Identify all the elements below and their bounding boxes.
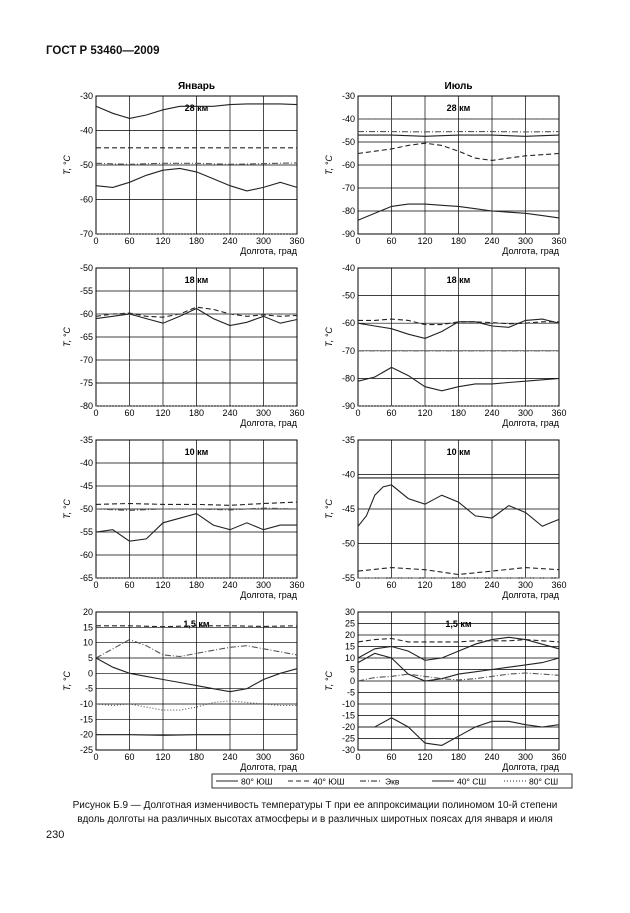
x-tick-label: 60: [124, 408, 135, 418]
x-axis-label: Долгота, град: [240, 418, 297, 428]
y-tick-label: -25: [341, 733, 355, 744]
y-tick-label: -5: [84, 683, 93, 694]
chart-panel-3: [62, 263, 305, 428]
chart-title: Январь: [177, 81, 216, 92]
y-tick-label: -45: [341, 504, 355, 514]
x-tick-label: 180: [450, 580, 467, 590]
y-tick-label: -25: [79, 745, 93, 755]
x-tick-label: 120: [417, 580, 433, 590]
y-tick-label: -35: [341, 435, 355, 445]
legend-item: 80° СШ: [529, 776, 559, 787]
document-standard-header: ГОСТ Р 53460—2009: [46, 45, 160, 57]
y-tick-label: -50: [341, 290, 355, 301]
y-tick-label: 20: [82, 607, 93, 617]
x-tick-label: 360: [551, 580, 567, 590]
y-tick-label: -20: [79, 729, 93, 740]
y-tick-label: -40: [341, 263, 355, 273]
x-tick-label: 300: [255, 408, 272, 418]
x-tick-label: 0: [355, 236, 361, 246]
x-tick-label: 300: [517, 408, 534, 418]
y-tick-label: 0: [87, 668, 93, 679]
x-tick-label: 60: [386, 580, 397, 590]
x-axis-label: Долгота, град: [502, 418, 559, 428]
x-tick-label: 240: [484, 408, 500, 418]
y-axis-label: T, °C: [324, 155, 334, 175]
x-tick-label: 360: [289, 236, 305, 246]
y-tick-label: 10: [82, 637, 93, 648]
y-tick-label: 15: [82, 622, 93, 633]
x-tick-label: 300: [255, 752, 272, 762]
x-tick-label: 360: [551, 236, 567, 246]
x-tick-label: 180: [188, 408, 205, 418]
x-tick-label: 180: [450, 752, 467, 762]
x-tick-label: 240: [222, 408, 238, 418]
y-tick-label: -50: [341, 538, 355, 549]
altitude-label: 10 км: [446, 447, 471, 457]
y-tick-label: -90: [341, 401, 355, 411]
chart-panel-2: [324, 81, 567, 256]
chart-panel-4: [324, 263, 567, 428]
x-axis-label: Долгота, град: [502, 590, 559, 600]
x-tick-label: 360: [289, 408, 305, 418]
x-tick-label: 120: [155, 752, 171, 762]
x-tick-label: 180: [450, 236, 467, 246]
y-tick-label: -80: [341, 373, 355, 384]
legend-item: 40° СШ: [457, 776, 487, 787]
y-tick-label: -10: [79, 699, 93, 709]
y-tick-label: -80: [341, 206, 355, 216]
x-tick-label: 360: [289, 580, 305, 590]
x-tick-label: 300: [517, 752, 534, 762]
x-tick-label: 360: [551, 408, 567, 418]
x-tick-label: 360: [289, 752, 305, 762]
x-tick-label: 180: [188, 752, 205, 762]
x-tick-label: 0: [93, 408, 99, 418]
x-tick-label: 60: [386, 408, 397, 418]
y-tick-label: -60: [79, 309, 93, 319]
y-tick-label: 15: [344, 641, 355, 652]
y-axis-label: T, °C: [62, 499, 72, 519]
y-tick-label: 30: [344, 607, 355, 617]
x-tick-label: 60: [124, 580, 135, 590]
y-tick-label: -60: [79, 550, 93, 560]
x-tick-label: 240: [484, 752, 500, 762]
y-tick-label: -60: [79, 194, 93, 205]
caption-line-2: вдоль долготы на различных высотах атмосферы и в различных широтных поясах для января и июля: [77, 814, 553, 825]
x-tick-label: 120: [417, 408, 433, 418]
y-axis-label: T, °C: [62, 155, 72, 175]
chart-panel-8: [324, 607, 567, 772]
x-tick-label: 60: [124, 236, 135, 246]
x-tick-label: 0: [355, 580, 361, 590]
y-tick-label: -65: [79, 573, 93, 583]
x-tick-label: 60: [386, 752, 397, 762]
y-tick-label: -30: [79, 91, 93, 101]
chart-panel-1: [62, 81, 305, 256]
y-axis-label: T, °C: [62, 671, 72, 691]
chart-panel-7: [62, 607, 305, 772]
y-tick-label: -55: [79, 527, 93, 537]
x-tick-label: 300: [517, 580, 534, 590]
y-tick-label: -75: [79, 378, 93, 388]
y-tick-label: 20: [344, 630, 355, 640]
series-line: [96, 735, 230, 736]
y-tick-label: -90: [341, 229, 355, 239]
y-tick-label: -70: [79, 229, 93, 239]
x-tick-label: 240: [484, 236, 500, 246]
chart-panel-5: [62, 435, 305, 600]
y-axis-label: T, °C: [324, 671, 334, 691]
y-tick-label: -60: [341, 160, 355, 170]
y-axis-label: T, °C: [324, 327, 334, 347]
caption-line-1: Рисунок Б.9 — Долготная изменчивость температуры T при ее аппроксимации полиномом 10-й степени: [72, 800, 558, 811]
y-tick-label: -40: [79, 125, 93, 136]
y-tick-label: -45: [79, 481, 93, 491]
y-tick-label: -70: [341, 345, 355, 356]
y-tick-label: -20: [341, 722, 355, 732]
x-tick-label: 240: [484, 580, 500, 590]
altitude-label: 18 км: [446, 275, 471, 285]
x-tick-label: 0: [93, 752, 99, 762]
y-tick-label: -5: [346, 687, 355, 698]
x-tick-label: 120: [155, 580, 171, 590]
y-tick-label: 0: [349, 676, 355, 686]
x-tick-label: 180: [450, 408, 467, 418]
altitude-label: 1,5 км: [445, 619, 472, 629]
x-tick-label: 300: [255, 580, 272, 590]
legend: [212, 774, 572, 788]
x-tick-label: 60: [124, 752, 135, 762]
y-tick-label: -55: [341, 573, 355, 583]
x-axis-label: Долгота, град: [240, 246, 297, 256]
altitude-label: 18 км: [184, 275, 209, 285]
x-tick-label: 120: [417, 752, 433, 762]
x-tick-label: 60: [386, 236, 397, 246]
x-tick-label: 360: [551, 752, 567, 762]
legend-item: 80° ЮШ: [241, 776, 273, 787]
y-tick-label: -50: [79, 160, 93, 170]
y-tick-label: 5: [349, 664, 355, 675]
altitude-label: 28 км: [446, 103, 471, 113]
y-tick-label: -50: [79, 263, 93, 273]
altitude-label: 10 км: [184, 447, 209, 457]
y-axis-label: T, °C: [324, 499, 334, 519]
y-tick-label: -35: [79, 435, 93, 445]
x-tick-label: 180: [188, 580, 205, 590]
altitude-label: 1,5 км: [183, 619, 210, 629]
x-tick-label: 300: [517, 236, 534, 246]
x-tick-label: 240: [222, 752, 238, 762]
y-tick-label: -40: [341, 469, 355, 480]
x-tick-label: 0: [93, 236, 99, 246]
legend-item: 40° ЮШ: [313, 776, 345, 787]
x-tick-label: 120: [417, 236, 433, 246]
x-tick-label: 0: [93, 580, 99, 590]
x-axis-label: Долгота, град: [502, 246, 559, 256]
x-tick-label: 0: [355, 408, 361, 418]
x-axis-label: Долгота, град: [240, 590, 297, 600]
y-tick-label: -15: [79, 714, 93, 725]
x-tick-label: 120: [155, 236, 171, 246]
x-axis-label: Долгота, град: [240, 762, 297, 772]
y-tick-label: -50: [341, 137, 355, 147]
x-tick-label: 240: [222, 580, 238, 590]
y-tick-label: -30: [341, 91, 355, 101]
page-number: 230: [46, 829, 65, 841]
x-tick-label: 0: [355, 752, 361, 762]
y-tick-label: -15: [341, 710, 355, 721]
y-tick-label: -65: [79, 332, 93, 342]
y-tick-label: -50: [79, 504, 93, 514]
y-tick-label: -70: [341, 183, 355, 193]
y-tick-label: 25: [344, 618, 355, 629]
y-tick-label: -30: [341, 745, 355, 755]
y-tick-label: -40: [79, 458, 93, 468]
chart-title: Июль: [444, 81, 473, 92]
y-tick-label: -55: [79, 286, 93, 296]
y-tick-label: -10: [341, 699, 355, 709]
y-tick-label: 5: [87, 653, 93, 663]
x-tick-label: 300: [255, 236, 272, 246]
y-axis-label: T, °C: [62, 327, 72, 347]
chart-panel-6: [324, 435, 567, 600]
figure-caption: [40, 799, 590, 827]
x-axis-label: Долгота, град: [502, 762, 559, 772]
x-tick-label: 120: [155, 408, 171, 418]
x-tick-label: 180: [188, 236, 205, 246]
y-tick-label: 10: [344, 653, 355, 663]
y-tick-label: -70: [79, 355, 93, 365]
y-tick-label: -40: [341, 114, 355, 124]
altitude-label: 28 км: [184, 103, 209, 113]
y-tick-label: -60: [341, 318, 355, 329]
legend-item: Экв: [385, 776, 400, 787]
y-tick-label: -80: [79, 401, 93, 411]
x-tick-label: 240: [222, 236, 238, 246]
